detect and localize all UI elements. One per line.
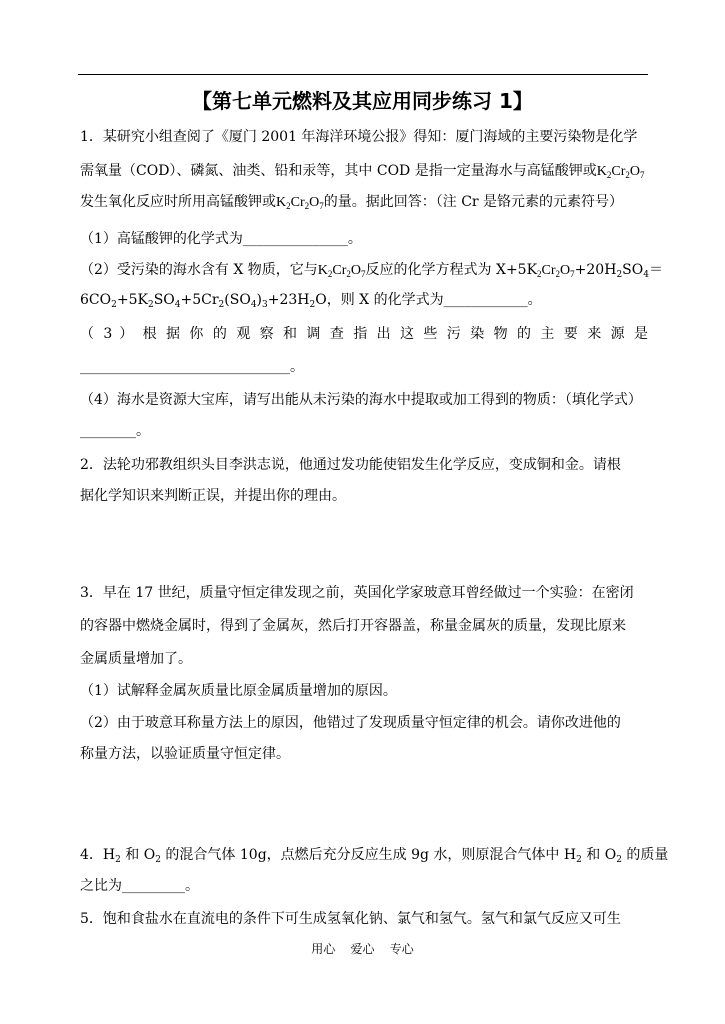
- q1-line2-text: 需氧量（COD）、磷氮、油类、铅和汞等，其中 COD 是指一定量海水与高锰酸钾或: [80, 163, 597, 179]
- formula-k2cr2o7: $K_2Cr_2O_7$: [596, 164, 645, 180]
- formula-k2cr2o7: $K_2Cr_2O_7$: [276, 195, 324, 211]
- q3-part2-line1: （2）由于玻意耳称量方法上的原因，他错过了发现质量守恒定律的机会。请你改进他的: [80, 715, 621, 731]
- q1-part1: （1）高锰酸钾的化学式为_______________。: [80, 231, 362, 247]
- q1-part3-line1: （ 3 ） 根 据 你 的 观 察 和 调 查 指 出 这 些 污 染 物 的 主 要 来 源 是: [80, 326, 648, 342]
- q4-line2: 之比为_________。: [80, 878, 199, 894]
- q1-part4-line2: ________。: [80, 423, 150, 439]
- q3-line1: 3．早在 17 世纪，质量守恒定律发现之前，英国化学家玻意耳曾经做过一个实验：在密闭: [80, 585, 634, 601]
- q1-line3: 发生氧化反应时所用高锰酸钾或$K_2Cr_2O_7$的量。据此回答：（注 Cr 是铬元素的元素符号）: [80, 194, 624, 211]
- q1-part3-line2: ______________________________。: [80, 359, 304, 375]
- q3-line2: 的容器中燃烧金属时，得到了金属灰，然后打开容器盖，称量金属灰的质量，发现比原来: [80, 618, 626, 634]
- page-title: 【第七单元燃料及其应用同步练习 1】: [192, 89, 533, 113]
- q2-line1: 2．法轮功邪教组织头目李洪志说，他通过发功能使铝发生化学反应，变成铜和金。请根: [80, 457, 621, 473]
- q1-part4-line1: （4）海水是资源大宝库，请写出能从未污染的海水中提取或加工得到的物质：（填化学式）: [80, 392, 642, 408]
- q1-part2-line2: $6CO_2+5K_2SO_4+5Cr_2(SO_4)_3+23H_2O$，则 X 的化学式为____________。: [80, 292, 542, 310]
- q1-line2: [80, 161, 648, 182]
- q2-line2: 据化学知识来判断正误，并提出你的理由。: [80, 488, 346, 504]
- q1-part2-line1: （2）受污染的海水含有 X 物质，它与$K_2Cr_2O_7$反应的化学方程式为 $X+5K_2Cr_2O_7+20H_2SO_4=$: [80, 262, 663, 280]
- q5-line1: 5．饱和食盐水在直流电的条件下可生成氢氧化钠、氯气和氢气。氢气和氯气反应又可生: [80, 911, 621, 927]
- q3-part2-line2: 称量方法，以验证质量守恒定律。: [80, 746, 290, 762]
- formula-k2cr2o7: $K_2Cr_2O_7$: [317, 263, 366, 279]
- q3-line3: 金属质量增加了。: [80, 651, 192, 667]
- q3-part1: （1）试解释金属灰质量比原金属质量增加的原因。: [80, 683, 397, 699]
- page-footer: 用心 爱心 专心: [311, 942, 414, 956]
- header-rule: [78, 74, 648, 75]
- q4-line1: 4．$H_2$ 和 $O_2$ 的混合气体 10g，点燃后充分反应生成 9g 水，则原混合气体中 $H_2$ 和 $O_2$ 的质量: [80, 847, 669, 865]
- q1-line1: 1．某研究小组查阅了《厦门 2001 年海洋环境公报》得知：厦门海域的主要污染物是化学: [80, 129, 638, 145]
